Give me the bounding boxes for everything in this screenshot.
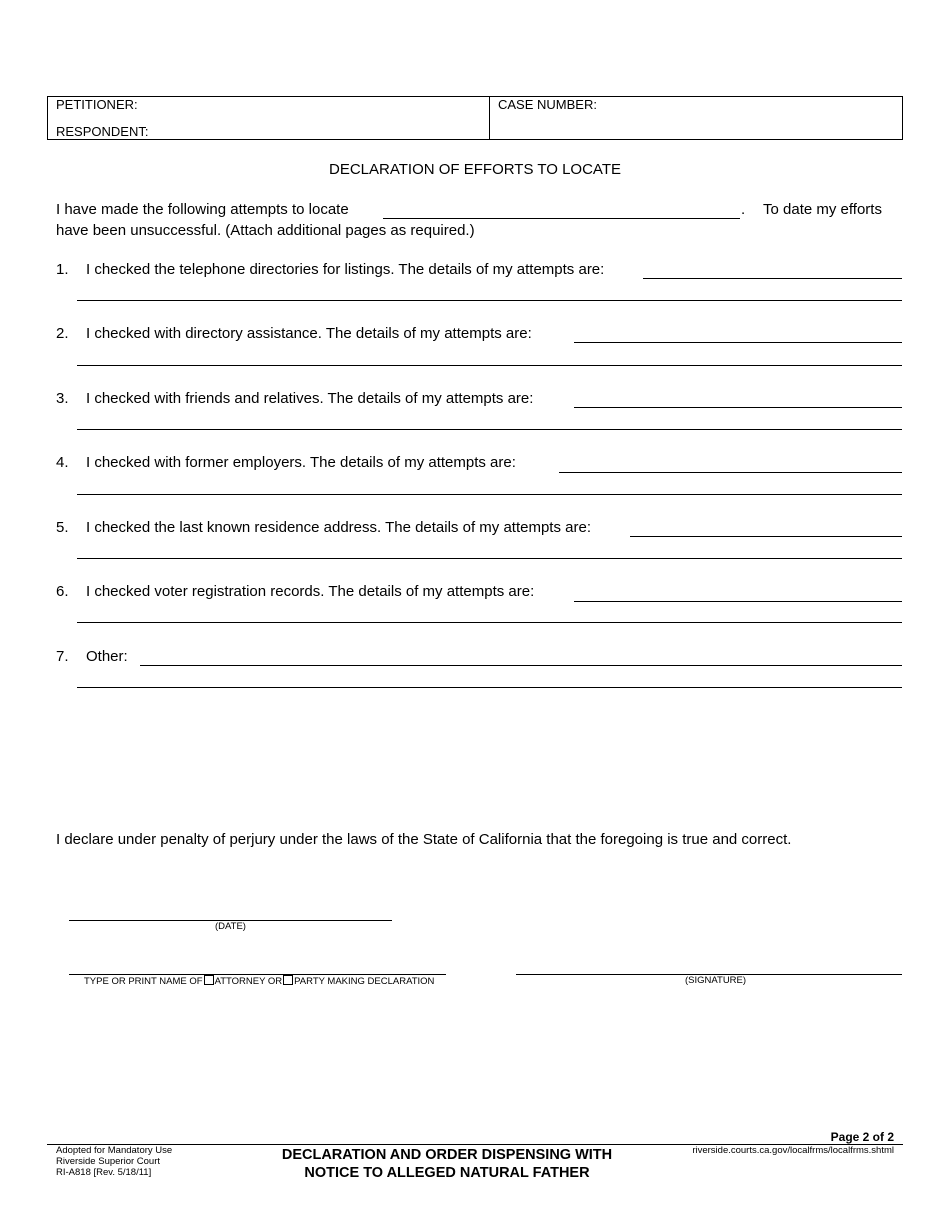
item-2-field[interactable] [574,342,902,343]
item-number: 1. [56,261,69,278]
party-checkbox[interactable] [283,975,293,985]
item-text: I checked voter registration records. The details of my attempts are: [86,583,535,600]
adopted-line-1: Adopted for Mandatory Use [56,1145,173,1156]
item-text: I checked with directory assistance. The details of my attempts are: [86,325,532,342]
item-7-field[interactable] [140,665,902,666]
intro-text-3: have been unsuccessful. (Attach additional pages as required.) [56,222,475,239]
item-4-field[interactable] [559,472,902,473]
form-title-line-2: NOTICE TO ALLEGED NATURAL FATHER [304,1165,590,1181]
signature-label: (SIGNATURE) [685,975,747,986]
form-title-line-1: DECLARATION AND ORDER DISPENSING WITH [281,1147,613,1163]
item-6-field-line-2[interactable] [77,622,902,623]
locate-person-field[interactable] [383,218,740,219]
intro-text-2: To date my efforts [763,201,882,218]
print-name-label-part1: TYPE OR PRINT NAME OF [84,976,203,987]
respondent-label: RESPONDENT: [56,124,149,139]
section-title: DECLARATION OF EFFORTS TO LOCATE [329,161,621,178]
item-text: I checked with friends and relatives. The details of my attempts are: [86,390,534,407]
perjury-declaration: I declare under penalty of perjury under the laws of the State of California that the foregoing is true and correct. [56,831,792,848]
caption-box [47,96,903,140]
adopted-notice [56,1145,172,1178]
caption-divider [489,97,490,139]
item-number: 7. [56,648,69,665]
item-7-field-line-2[interactable] [77,687,902,688]
item-number: 3. [56,390,69,407]
item-4-field-line-2[interactable] [77,494,902,495]
item-text: I checked with former employers. The details of my attempts are: [86,454,516,471]
item-number: 4. [56,454,69,471]
item-text: I checked the telephone directories for listings. The details of my attempts are: [86,261,605,278]
item-3-field[interactable] [574,407,902,408]
item-1-field-line-2[interactable] [77,300,902,301]
form-title [247,1146,647,1182]
item-number: 2. [56,325,69,342]
item-text: I checked the last known residence address. The details of my attempts are: [86,519,591,536]
attorney-label: ATTORNEY OR [214,976,283,987]
print-name-label [84,975,434,987]
court-url[interactable]: riverside.courts.ca.gov/localfrms/localfrms.shtml [692,1145,894,1156]
party-label: PARTY MAKING DECLARATION [294,976,435,987]
item-number: 5. [56,519,69,536]
attorney-checkbox[interactable] [204,975,214,985]
item-3-field-line-2[interactable] [77,429,902,430]
intro-period: . [741,201,746,218]
adopted-line-3: RI-A818 [Rev. 5/18/11] [56,1167,152,1178]
intro-text-1: I have made the following attempts to locate [56,201,349,218]
page-number: Page 2 of 2 [830,1130,894,1144]
item-6-field[interactable] [574,601,902,602]
item-5-field-line-2[interactable] [77,558,902,559]
petitioner-label: PETITIONER: [56,97,138,112]
date-label: (DATE) [215,921,246,932]
item-text: Other: [86,648,128,665]
adopted-line-2: Riverside Superior Court [56,1156,161,1167]
case-number-label: CASE NUMBER: [498,97,597,112]
item-number: 6. [56,583,69,600]
item-5-field[interactable] [630,536,902,537]
item-1-field[interactable] [643,278,902,279]
item-2-field-line-2[interactable] [77,365,902,366]
